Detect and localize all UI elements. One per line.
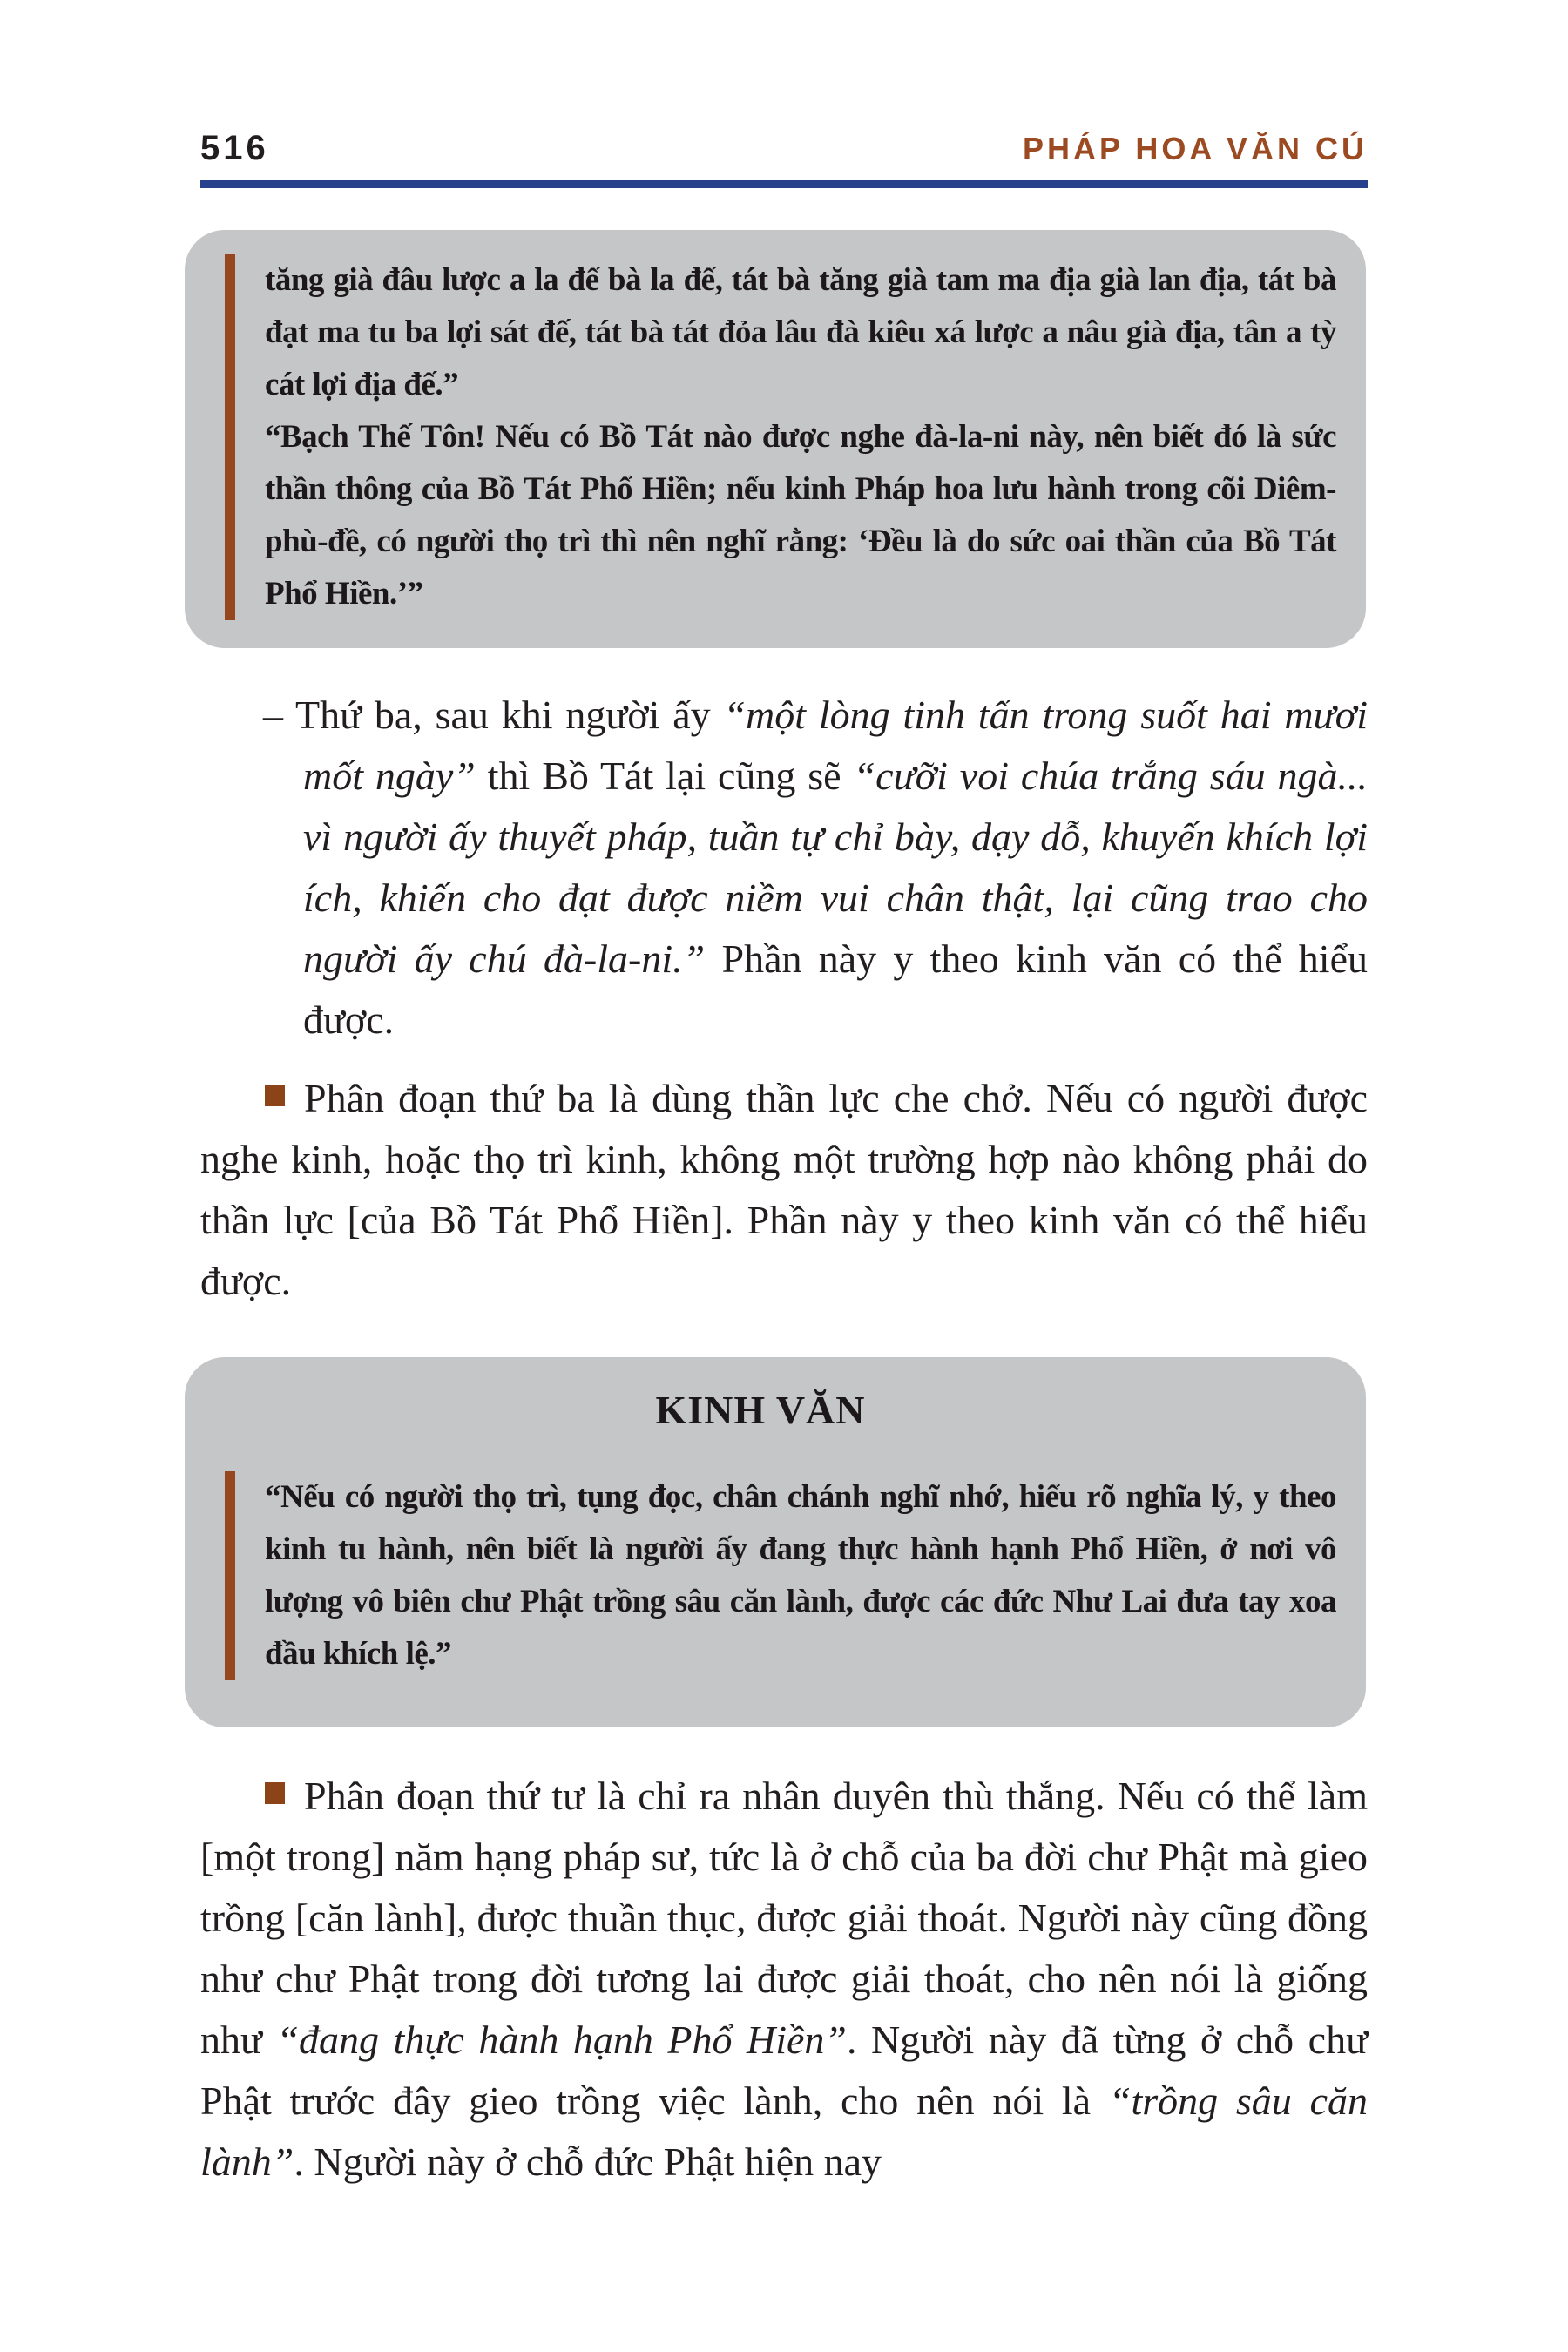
sutra-quote-text — [265, 254, 1336, 620]
text-segment: Phân đoạn thứ ba là dùng thần lực che chở. Nếu có người được nghe kinh, hoặc thọ trì kinh, không một trường hợp nào không phải do thần lực [của Bồ Tát Phổ Hiền]. Phần này y theo kinh văn có thể hiểu được. — [200, 1076, 1368, 1303]
sutra-quote-box — [185, 230, 1366, 648]
commentary-paragraph-third-point — [263, 685, 1369, 1051]
bullet-square-icon — [265, 1782, 285, 1804]
paragraph-text — [200, 1076, 1368, 1303]
text-segment: “cưỡi voi chúa trắng sáu ngà... vì người ấy thuyết pháp, tuần tự chỉ bày, dạy dỗ, khuyến khích lợi ích, khiến cho đạt được niềm vui chân thật, lại cũng trao cho người ấy chú đà-la-ni.” — [303, 754, 1369, 981]
header-rule — [200, 180, 1368, 188]
commentary-paragraph-section-four — [200, 1766, 1368, 2193]
kinh-van-title: KINH VĂN — [655, 1388, 866, 1432]
text-segment: – Thứ ba, sau khi người ấy — [263, 693, 724, 737]
kinh-van-paragraph: “Nếu có người thọ trì, tụng đọc, chân chánh nghĩ nhớ, hiểu rõ nghĩa lý, y theo kinh tu hành, nên biết là người ấy đang thực hành hạnh Phổ Hiền, ở nơi vô lượng vô biên chư Phật trồng sâu căn lành, được các đức Như Lai đưa tay xoa đầu khích lệ.” — [265, 1479, 1336, 1672]
text-segment: Phân đoạn thứ tư là chỉ ra nhân duyên thù thắng. Nếu có thể làm [một trong] năm hạng pháp sư, tức là ở chỗ của ba đời chư Phật mà gieo trồng [căn lành], được thuần thục, được giải thoát. Người này cũng đồng như chư Phật trong đời tương lai được giải thoát, cho nên nói là giống như — [200, 1774, 1368, 2062]
kinh-van-quote-text — [265, 1471, 1336, 1680]
kinh-van-box — [185, 1357, 1366, 1727]
bullet-square-icon — [265, 1085, 285, 1106]
quote-row — [185, 254, 1336, 620]
text-segment: “đang thực hành hạnh Phổ Hiền” — [276, 2017, 847, 2062]
quote-accent-bar — [225, 254, 235, 620]
text-segment: . Người này đã từng ở chỗ chư Phật trước đây gieo trồng việc lành, cho nên nói là — [200, 2017, 1368, 2123]
dharani-paragraph: tăng già đâu lược a la đế bà la đế, tát bà tăng già tam ma địa già lan địa, tát bà đạt ma tu ba lợi sát đế, tát bà tát đỏa lâu đà kiêu xá lược a nâu già địa, tân a tỳ cát lợi địa đế.” — [265, 262, 1336, 402]
paragraph-text — [200, 1774, 1368, 2184]
text-segment: “một lòng tinh tấn trong suốt hai mươi mốt ngày” — [303, 693, 1369, 798]
text-segment: thì Bồ Tát lại cũng sẽ — [475, 754, 854, 798]
book-title: PHÁP HOA VĂN CÚ — [1022, 131, 1368, 166]
text-segment: Phần này y theo kinh văn có thể hiểu được. — [303, 936, 1368, 1042]
running-header — [200, 129, 1368, 168]
sutra-paragraph: “Bạch Thế Tôn! Nếu có Bồ Tát nào được nghe đà-la-ni này, nên biết đó là sức thần thông của Bồ Tát Phổ Hiền; nếu kinh Pháp hoa lưu hành trong cõi Diêm-phù-đề, có người thọ trì thì nên nghĩ rằng: ‘Đều là do sức oai thần của Bồ Tát Phổ Hiền.’” — [265, 419, 1336, 612]
paragraph-text — [263, 693, 1368, 1042]
page-number: 516 — [200, 129, 269, 167]
quote-row — [185, 1471, 1336, 1680]
text-segment: . Người này ở chỗ đức Phật hiện nay — [294, 2139, 882, 2184]
commentary-paragraph-section-three — [200, 1068, 1368, 1312]
text-segment: “trồng sâu căn lành” — [200, 2078, 1368, 2184]
quote-accent-bar — [225, 1471, 235, 1680]
